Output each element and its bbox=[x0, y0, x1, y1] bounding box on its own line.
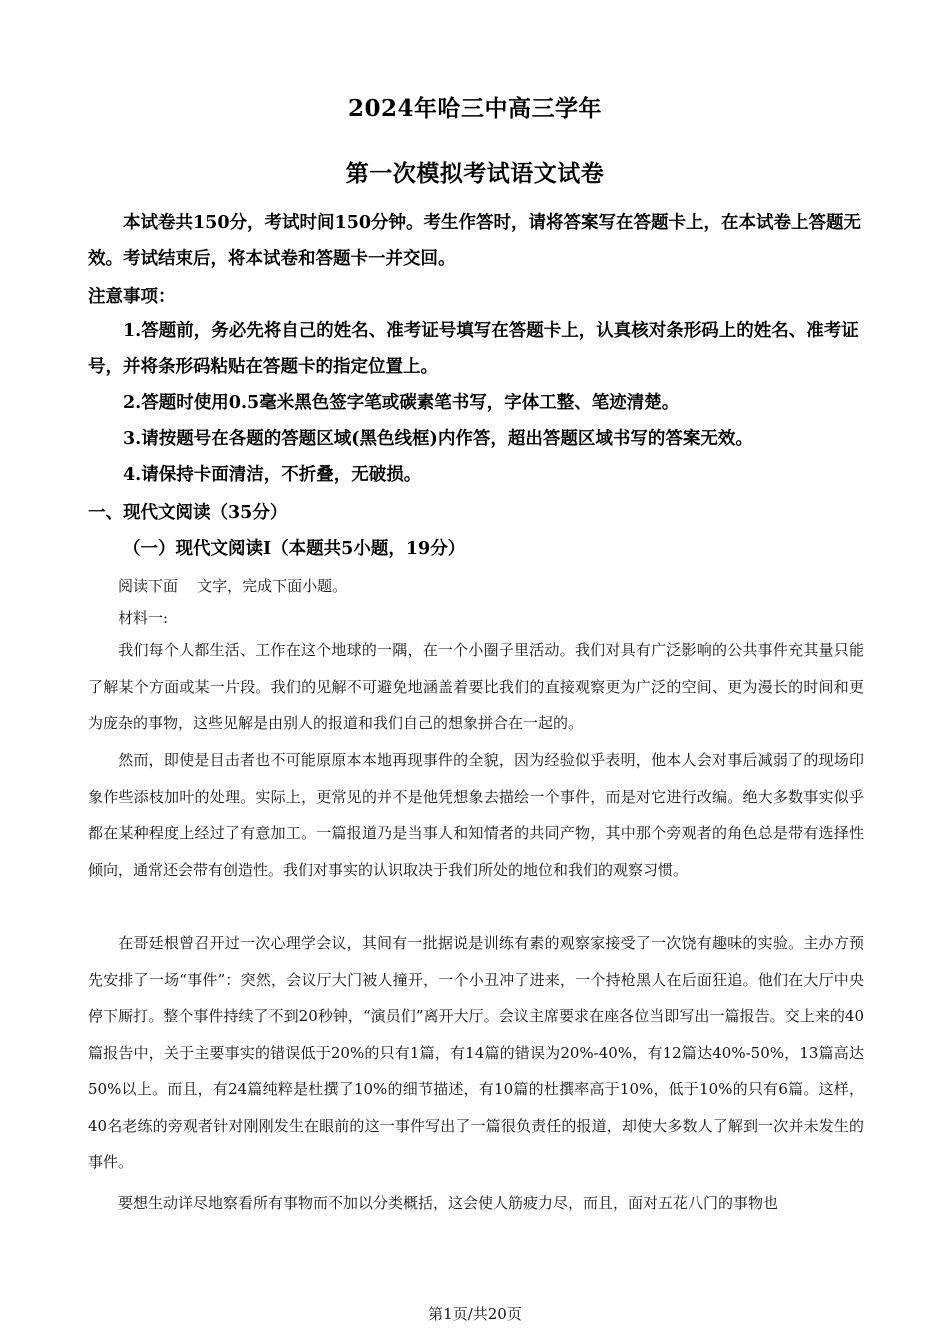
notice-item-1 bbox=[88, 313, 868, 385]
paragraph-1 bbox=[88, 632, 864, 742]
paragraph-text: 要想生动详尽地察看所有事物而不加以分类概括，这会使人筋疲力尽，而且，面对五花八门的事物也 bbox=[118, 1194, 779, 1212]
exam-intro bbox=[88, 205, 868, 277]
notice-item-text: 2.答题时使用0.5毫米黑色签字笔或碳素笔书写，字体工整、笔迹清楚。 bbox=[123, 393, 680, 413]
paragraph-text: 然而，即使是目击者也不可能原原本本地再现事件的全貌，因为经验似乎表明，他本人会对事后减弱了的现场印象作些添枝加叶的处理。实际上，更常见的并不是他凭想象去描绘一个事件，而是对它进行改编。绝大多数事实似乎都在某种程度上经过了有意加工。一篇报道乃是当事人和知情者的共同产物，其中那个旁观者的角色总是带有选择性倾向，通常还会带有创造性。我们对事实的认识取决于我们所处的地位和我们的观察习惯。 bbox=[88, 751, 864, 879]
exam-title-line1: 2024年哈三中高三学年 bbox=[347, 95, 602, 122]
paragraph-text: 在哥廷根曾召开过一次心理学会议，其间有一批据说是训练有素的观察家接受了一次饶有趣味的实验。主办方预先安排了一场“事件”：突然，会议厅大门被人撞开，一个小丑冲了进来，一个持枪黑人在后面狂追。他们在大厅中央停下厮打。整个事件持续了不到20秒钟，“演员们”离开大厅。会议主席要求在座各位当即写出一篇报告。交上来的40篇报告中，关于主要事实的错误低于20%的只有1篇，有14篇的错误为20%-40%，有12篇达40%-50%，13篇高达50%以上。而且，有24篇纯粹是杜撰了10%的细节描述，有10篇的杜撰率高于10%，低于10%的只有6篇。这样，40名老练的旁观者针对刚刚发生在眼前的这一事件写出了一篇很负责任的报道，却使大多数人了解到一次并未发生的事件。 bbox=[88, 934, 864, 1171]
paragraph-3 bbox=[88, 925, 864, 1181]
reading-instruction: 阅读下面 文字，完成下面小题。 bbox=[118, 577, 348, 595]
notice-heading: 注意事项： bbox=[88, 287, 176, 307]
section-heading: 一、现代文阅读（35分） bbox=[88, 503, 288, 523]
paragraph-4 bbox=[88, 1185, 864, 1222]
notice-item-text: 4.请保持卡面清洁，不折叠，无破损。 bbox=[123, 465, 422, 485]
paragraph-text: 我们每个人都生活、工作在这个地球的一隅，在一个小圈子里活动。我们对具有广泛影响的公共事件充其量只能了解某个方面或某一片段。我们的见解不可避免地涵盖着要比我们的直接观察更为广泛的空间、更为漫长的时间和更为庞杂的事物，这些见解是由别人的报道和我们自己的想象拼合在一起的。 bbox=[88, 641, 864, 732]
notice-item-3 bbox=[88, 421, 868, 457]
exam-intro-text: 本试卷共150分，考试时间150分钟。考生作答时，请将答案写在答题卡上，在本试卷上答题无效。考试结束后，将本试卷和答题卡一并交回。 bbox=[88, 213, 862, 269]
notice-item-2 bbox=[88, 385, 868, 421]
section-subheading: （一）现代文阅读Ⅰ（本题共5小题，19分） bbox=[123, 539, 466, 559]
material-label: 材料一: bbox=[118, 609, 169, 627]
notice-item-text: 3.请按题号在各题的答题区域(黑色线框)内作答，超出答题区域书写的答案无效。 bbox=[123, 429, 753, 449]
page-number: 第1页/共20页 bbox=[428, 1305, 522, 1323]
notice-item-4 bbox=[88, 457, 868, 493]
notice-item-text: 1.答题前，务必先将自己的姓名、准考证号填写在答题卡上，认真核对条形码上的姓名、准考证号，并将条形码粘贴在答题卡的指定位置上。 bbox=[88, 321, 859, 377]
paragraph-2 bbox=[88, 742, 864, 888]
exam-title-line2: 第一次模拟考试语文试卷 bbox=[345, 160, 605, 187]
